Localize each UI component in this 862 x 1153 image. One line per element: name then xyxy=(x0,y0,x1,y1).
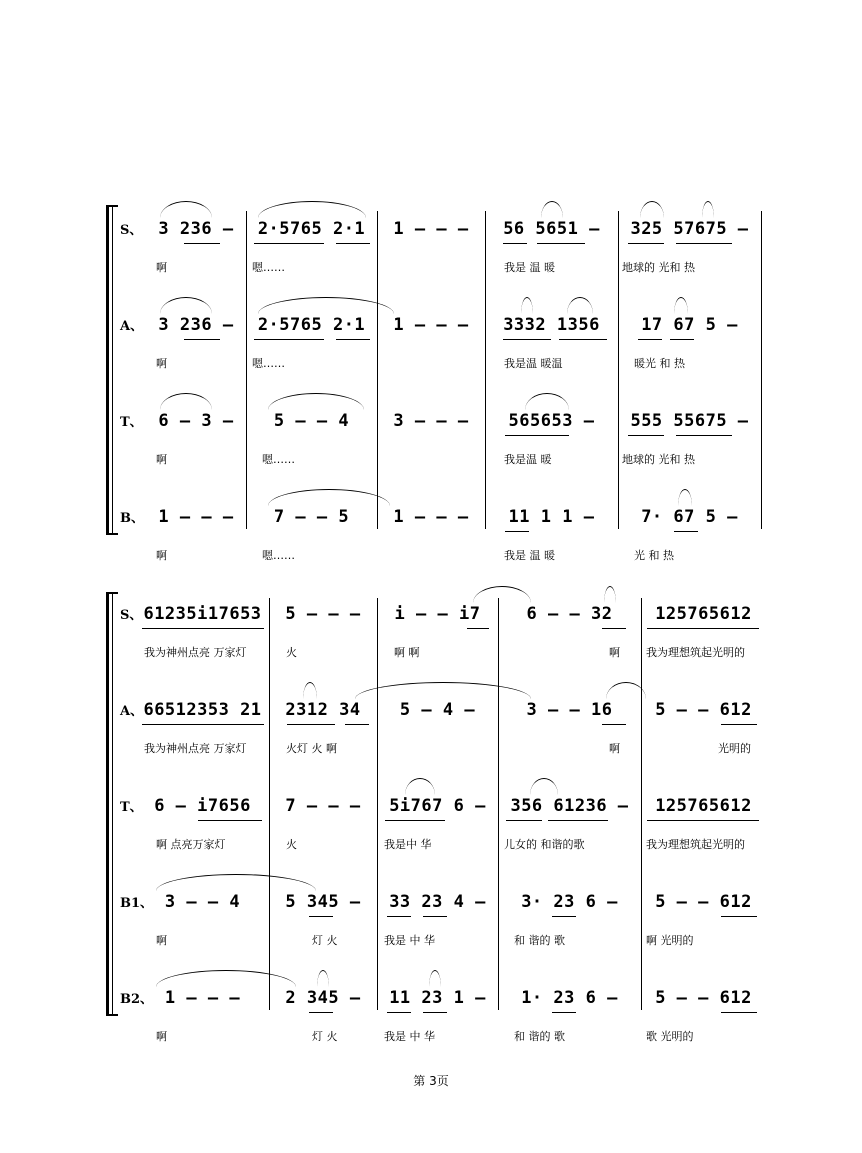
notes: 7 – – – xyxy=(285,796,361,816)
notes: 3332 1356 xyxy=(503,315,600,335)
barline xyxy=(761,211,762,529)
lyric: 我是 温 暖 xyxy=(504,261,555,274)
beam xyxy=(602,724,626,725)
slur xyxy=(160,393,212,410)
lyric: 啊 xyxy=(156,549,167,562)
score-system-2 xyxy=(106,592,766,1043)
notes: 2312 34 xyxy=(285,700,361,720)
notes: 5 – – – xyxy=(285,604,361,624)
part-label: T、 xyxy=(120,415,143,430)
measure xyxy=(269,792,377,822)
beam xyxy=(670,339,694,340)
measure xyxy=(618,311,761,341)
barline xyxy=(618,211,619,529)
notes: 565653 – xyxy=(508,411,595,431)
notes: 6 – – 32 xyxy=(526,604,613,624)
slur xyxy=(521,297,533,314)
beam xyxy=(184,243,220,244)
measure xyxy=(377,792,498,822)
measure xyxy=(269,600,377,630)
notes: 5 – – 612 xyxy=(655,988,752,1008)
notes: 5 – – 612 xyxy=(655,700,752,720)
beam xyxy=(184,339,220,340)
beam xyxy=(552,916,576,917)
beam xyxy=(552,1012,576,1013)
slur xyxy=(405,778,435,795)
notes: 2·5765 2·1 xyxy=(257,219,366,239)
beam xyxy=(336,243,370,244)
lyric: 我是 中 华 xyxy=(384,934,435,947)
beam xyxy=(467,628,489,629)
beam xyxy=(254,339,324,340)
notes: 33 23 4 – xyxy=(389,892,486,912)
notes: 11 23 1 – xyxy=(389,988,486,1008)
slur xyxy=(268,489,390,506)
notes: 1 – – – xyxy=(164,988,241,1008)
beam xyxy=(423,1012,447,1013)
beam xyxy=(387,1012,411,1013)
measure xyxy=(641,792,766,822)
slur xyxy=(702,201,714,218)
measure xyxy=(377,600,498,630)
lyric: 啊 光明的 xyxy=(646,934,694,947)
lyric: 啊 点亮万家灯 xyxy=(156,838,226,851)
part-label: A、 xyxy=(120,319,144,334)
beam xyxy=(647,820,759,821)
beam xyxy=(503,339,551,340)
beam xyxy=(628,435,664,436)
measure xyxy=(269,984,377,1014)
lyric: 啊 xyxy=(156,357,167,370)
beam xyxy=(142,628,264,629)
measure xyxy=(146,311,246,341)
notes: 7· 67 5 – xyxy=(641,507,738,527)
measure xyxy=(246,407,377,437)
measure xyxy=(498,600,641,630)
beam xyxy=(385,820,445,821)
measure xyxy=(641,888,766,918)
measure xyxy=(485,215,618,245)
lyric: 嗯…… xyxy=(252,357,285,370)
measure xyxy=(498,792,641,822)
part-label: S、 xyxy=(120,223,143,238)
notes: 5i767 6 – xyxy=(389,796,486,816)
notes: 555 55675 – xyxy=(630,411,749,431)
slur xyxy=(303,682,317,699)
system-bracket xyxy=(106,592,116,1016)
beam xyxy=(505,435,569,436)
measure xyxy=(377,311,485,341)
system-bracket xyxy=(106,205,116,535)
notes: 3· 23 6 – xyxy=(521,892,618,912)
measure xyxy=(136,984,269,1014)
beam xyxy=(345,724,369,725)
lyric: 啊 xyxy=(156,453,167,466)
lyric: 啊 啊 xyxy=(394,646,420,659)
lyric: 嗯…… xyxy=(262,453,295,466)
score-system-1 xyxy=(106,205,766,562)
beam xyxy=(721,916,757,917)
slur xyxy=(258,201,366,218)
lyric: 歌 光明的 xyxy=(646,1030,694,1043)
notes: 356 61236 – xyxy=(510,796,629,816)
notes: 325 57675 – xyxy=(630,219,749,239)
lyric: 啊 xyxy=(156,261,167,274)
lyric: 光明的 xyxy=(718,742,751,755)
notes: 1· 23 6 – xyxy=(521,988,618,1008)
measure xyxy=(498,696,641,726)
barline xyxy=(377,211,378,529)
notes: 125765612 xyxy=(655,796,752,816)
slur xyxy=(530,778,558,795)
lyric: 火 xyxy=(286,838,297,851)
notes: 3 – – 16 xyxy=(526,700,613,720)
notes: 5 – – 612 xyxy=(655,892,752,912)
notes: 3 236 – xyxy=(158,219,234,239)
measure xyxy=(377,696,498,726)
measure xyxy=(146,407,246,437)
measure xyxy=(641,600,766,630)
notes: 3 – – 4 xyxy=(164,892,241,912)
barline xyxy=(485,211,486,529)
beam xyxy=(198,820,262,821)
slur xyxy=(541,201,563,218)
measure xyxy=(136,792,269,822)
lyric: 啊 xyxy=(609,742,620,755)
slur xyxy=(674,297,688,314)
lyric: 我为神州点亮 万家灯 xyxy=(144,646,247,659)
part-label: B、 xyxy=(120,511,144,526)
slur xyxy=(429,970,441,987)
measure xyxy=(246,215,377,245)
lyric: 暖光 和 热 xyxy=(634,357,685,370)
slur xyxy=(678,489,692,506)
notes: 61235i17653 xyxy=(143,604,262,624)
measure xyxy=(146,503,246,533)
measure xyxy=(136,696,269,726)
measure xyxy=(498,888,641,918)
notes: 2·5765 2·1 xyxy=(257,315,366,335)
beam xyxy=(628,243,664,244)
measure xyxy=(246,311,377,341)
notes: 5 – 4 – xyxy=(399,700,476,720)
page-number: 第 3页 xyxy=(413,1074,449,1088)
lyric: 地球的 光和 热 xyxy=(622,261,695,274)
part-label: B2、 xyxy=(120,992,154,1007)
lyric: 地球的 光和 热 xyxy=(622,453,695,466)
barline xyxy=(246,211,247,529)
notes: 1 – – – xyxy=(393,219,469,239)
slur xyxy=(160,297,212,314)
lyric: 火灯 火 啊 xyxy=(286,742,337,755)
measure xyxy=(618,407,761,437)
measure xyxy=(618,503,761,533)
notes: 56 5651 – xyxy=(503,219,600,239)
measure xyxy=(485,407,618,437)
slur xyxy=(258,297,394,314)
lyric: 我为理想筑起光明的 xyxy=(646,646,745,659)
measure xyxy=(618,215,761,245)
notes: 66512353 21 xyxy=(143,700,262,720)
beam xyxy=(537,243,585,244)
measure xyxy=(377,215,485,245)
notes: 3 236 – xyxy=(158,315,234,335)
measure xyxy=(498,984,641,1014)
lyric: 我是温 暖温 xyxy=(504,357,563,370)
lyric: 我为神州点亮 万家灯 xyxy=(144,742,247,755)
lyric: 我是 温 暖 xyxy=(504,549,555,562)
notes: 125765612 xyxy=(655,604,752,624)
lyric: 我是中 华 xyxy=(384,838,432,851)
notes: 1 – – – xyxy=(393,315,469,335)
notes: 5 – – 4 xyxy=(273,411,350,431)
lyric: 嗯…… xyxy=(262,549,295,562)
beam xyxy=(506,820,542,821)
lyric: 火 xyxy=(286,646,297,659)
lyric: 和 谐的 歌 xyxy=(514,1030,565,1043)
part-label: T、 xyxy=(120,800,143,815)
beam xyxy=(254,243,324,244)
beam xyxy=(505,531,529,532)
beam xyxy=(638,339,662,340)
notes: 11 1 1 – xyxy=(508,507,595,527)
beam xyxy=(387,916,411,917)
beam xyxy=(559,339,607,340)
notes: 5 345 – xyxy=(285,892,361,912)
measure xyxy=(485,503,618,533)
lyric: 光 和 热 xyxy=(634,549,674,562)
measure xyxy=(641,984,766,1014)
measure xyxy=(641,696,766,726)
measure xyxy=(269,696,377,726)
measure xyxy=(269,888,377,918)
measure xyxy=(136,600,269,630)
lyric: 我是温 暖 xyxy=(504,453,552,466)
slur xyxy=(160,201,212,218)
notes: 7 – – 5 xyxy=(273,507,350,527)
beam xyxy=(548,820,608,821)
beam xyxy=(423,916,447,917)
beam xyxy=(309,1012,333,1013)
lyric: 灯 火 xyxy=(312,1030,338,1043)
beam xyxy=(674,531,698,532)
notes: 6 – 3 – xyxy=(158,411,234,431)
measure xyxy=(377,407,485,437)
measure xyxy=(485,311,618,341)
beam xyxy=(142,724,264,725)
lyric: 我是 中 华 xyxy=(384,1030,435,1043)
measure xyxy=(146,215,246,245)
beam xyxy=(721,1012,757,1013)
beam xyxy=(676,435,732,436)
lyric: 儿女的 和谐的歌 xyxy=(504,838,585,851)
slur xyxy=(525,393,569,410)
measure xyxy=(377,984,498,1014)
notes: 1 – – – xyxy=(393,507,469,527)
beam xyxy=(647,628,759,629)
slur xyxy=(317,970,329,987)
measure xyxy=(136,888,269,918)
measure xyxy=(246,503,377,533)
slur xyxy=(604,586,616,603)
lyric: 啊 xyxy=(609,646,620,659)
notes: 6 – i7656 xyxy=(154,796,251,816)
beam xyxy=(602,628,626,629)
lyric: 啊 xyxy=(156,934,167,947)
lyric: 啊 xyxy=(156,1030,167,1043)
measure xyxy=(377,503,485,533)
part-label: S、 xyxy=(120,608,143,623)
slur xyxy=(268,393,364,410)
beam xyxy=(309,916,333,917)
slur xyxy=(640,201,664,218)
lyric: 灯 火 xyxy=(312,934,338,947)
part-label: B1、 xyxy=(120,896,154,911)
notes: 3 – – – xyxy=(393,411,469,431)
measure xyxy=(377,888,498,918)
notes: 1 – – – xyxy=(158,507,234,527)
slur xyxy=(606,682,646,699)
part-label: A、 xyxy=(120,704,144,719)
beam xyxy=(676,243,732,244)
beam xyxy=(721,724,757,725)
lyric: 和 谐的 歌 xyxy=(514,934,565,947)
lyric: 我为理想筑起光明的 xyxy=(646,838,745,851)
slur xyxy=(567,297,593,314)
beam xyxy=(336,339,370,340)
notes: i – – i7 xyxy=(394,604,481,624)
lyric: 嗯…… xyxy=(252,261,285,274)
notes: 2 345 – xyxy=(285,988,361,1008)
beam xyxy=(503,243,527,244)
beam xyxy=(287,724,335,725)
notes: 17 67 5 – xyxy=(641,315,738,335)
